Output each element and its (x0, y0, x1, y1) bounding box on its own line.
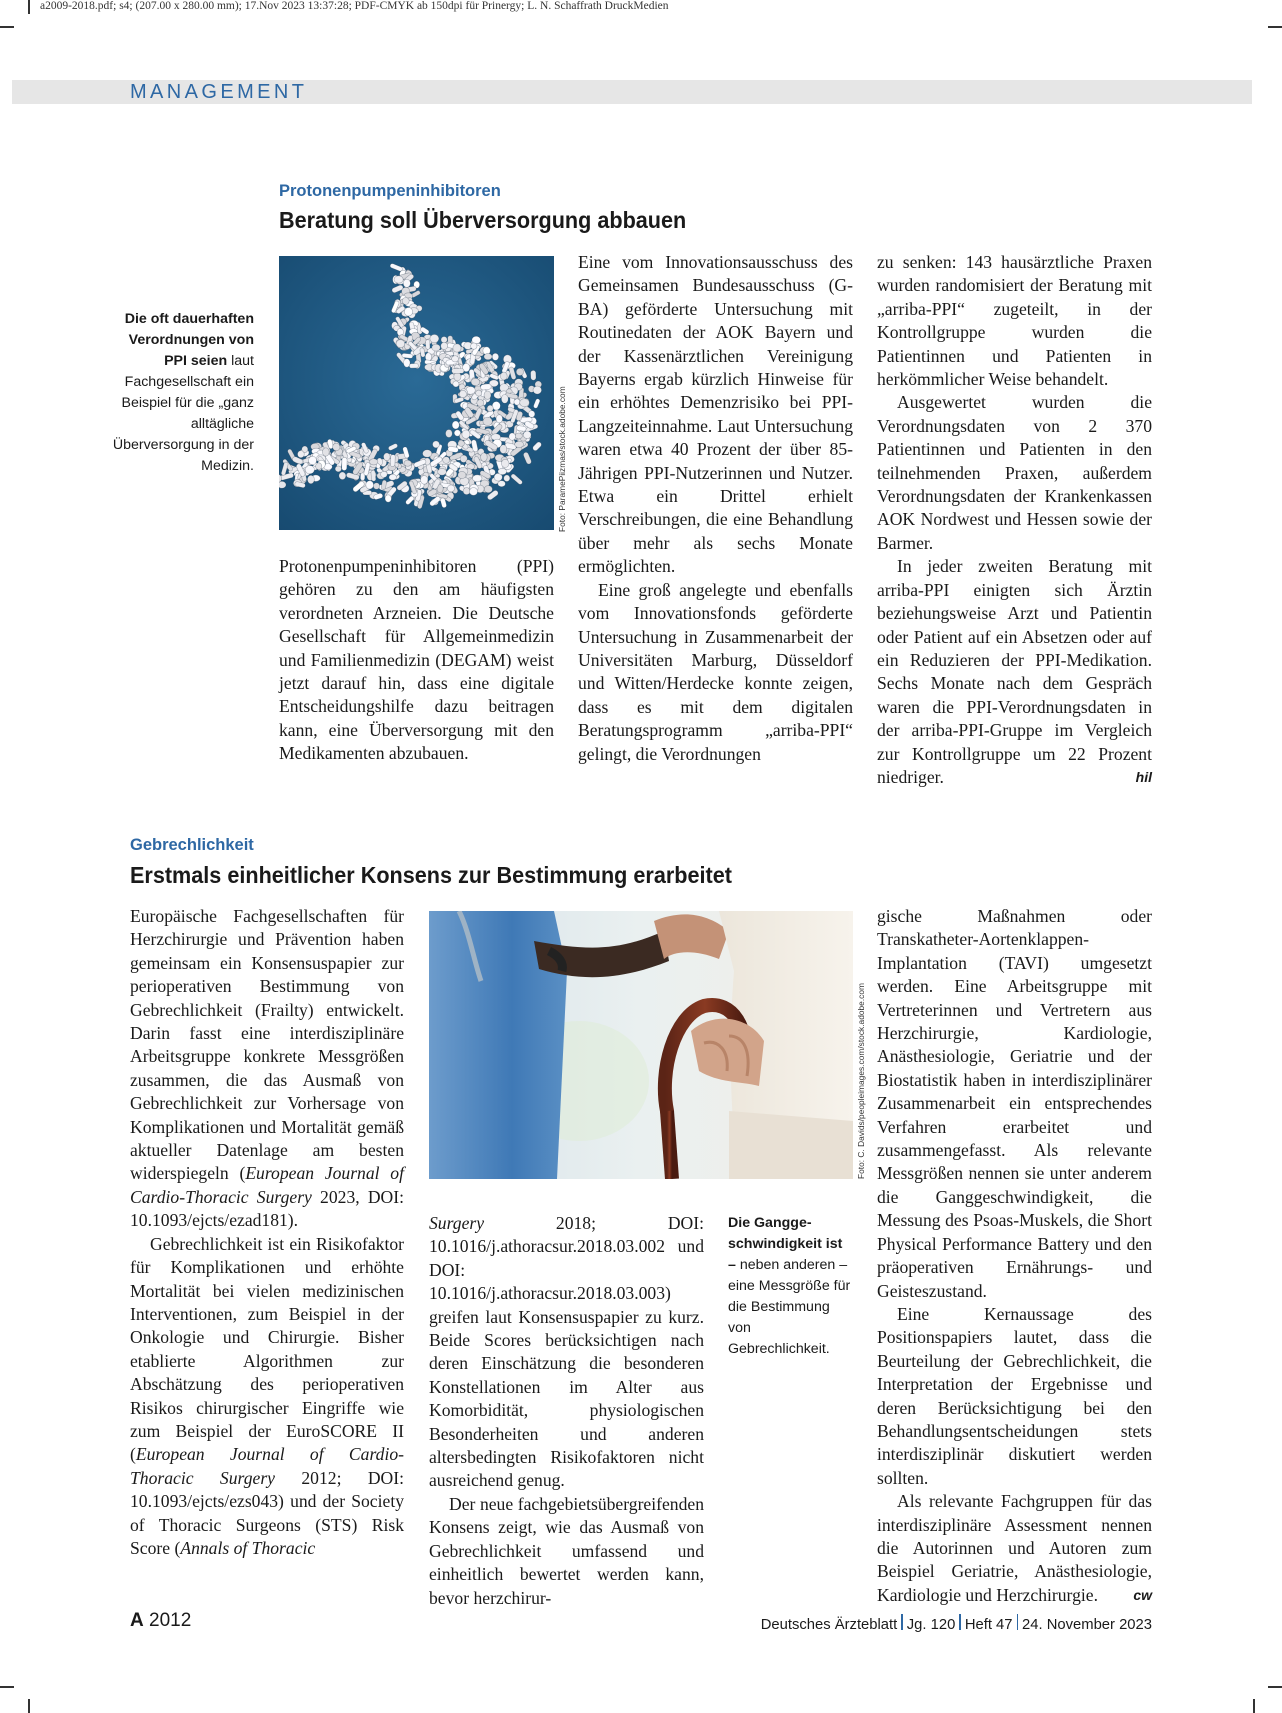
paragraph-text: Als relevante Fachgruppen für das interdisziplinäre Assessment nennen die Autorinnen und Autoren zum Beispiel Geriatrie, Anästhesiologie, Kardiologie und Herzchirurgie. (877, 1491, 1152, 1605)
page-number (130, 1610, 191, 1632)
pill-shape (426, 340, 431, 350)
pill-shape (498, 481, 506, 487)
pill-shape (404, 307, 412, 316)
pill-shape (421, 476, 428, 485)
caption-bold: Die Ganggeschwindigkeit ist – (728, 1215, 843, 1273)
crop-mark (1253, 1699, 1255, 1713)
pill-shape (496, 415, 503, 423)
pill-shape (381, 471, 388, 477)
pill-shape (366, 481, 374, 489)
print-info-line: a2009-2018.pdf; s4; (207.00 x 280.00 mm); 17.Nov 2023 13:37:28; PDF-CMYK ab 150dpi für Prinergy; L. N. Schaffrath DruckMedien (40, 0, 669, 12)
pill-shape (432, 344, 440, 351)
section-label: MANAGEMENT (130, 81, 308, 103)
article2-column-1 (130, 905, 404, 1560)
divider (1017, 1614, 1019, 1630)
paragraph (877, 555, 1152, 789)
pill-shape (501, 459, 509, 467)
pill-shape (504, 475, 510, 482)
pill-shape (433, 441, 440, 448)
pill-shape (462, 430, 470, 439)
pill-shape (409, 363, 418, 368)
pill-shape (501, 395, 508, 404)
paragraph-text: Europäische Fachgesellschaften für Herzchirurgie und Prävention haben gemeinsam ein Konsensuspapier zur perioperativen Bestimmung von Gebrechlichkeit (Frailty) entwickelt. Darin fasst eine interdisziplinäre Arbeitsgruppe konkrete Messgrößen zusammen, die das Ausmaß von Gebrechlichkeit zur Vorhersage von Komplikationen und Mortalität gemäß aktueller Datenlage am besten widerspiegeln ( (130, 906, 404, 1184)
pill-shape (529, 411, 535, 418)
pill-shape (516, 425, 526, 431)
pill-shape (342, 457, 348, 470)
pill-shape (477, 400, 484, 407)
article1-column-3 (877, 251, 1152, 789)
pill-shape (452, 369, 464, 374)
pill-shape (476, 390, 482, 396)
journal-issue: Heft 47 (964, 1617, 1013, 1633)
article2-kicker: Gebrechlichkeit (130, 836, 254, 854)
pill-shape (514, 399, 520, 405)
crop-mark (1268, 1686, 1282, 1688)
pill-shape (279, 481, 286, 488)
pill-shape (371, 470, 376, 481)
author-signature: cw (1133, 1586, 1152, 1603)
citation: European Journal of Cardio-Thoracic Surgery (130, 1163, 404, 1207)
pill-shape (438, 468, 447, 475)
pill-shape (394, 276, 403, 283)
article1-kicker: Protonenpumpeninhibitoren (279, 182, 501, 200)
pill-shape (458, 471, 466, 478)
pill-shape (520, 399, 530, 407)
crop-mark (0, 26, 14, 28)
pill-shape (484, 391, 491, 399)
paragraph: Protonenpumpeninhibitoren (PPI) gehören zu den am häufigsten verordneten Arzneien. Die Deutsche Gesellschaft für Allgemeinmedizin und Familienmedizin (DEGAM) weist jetzt darauf hin, dass eine digitale Entscheidungshilfe dazu beitragen kann, eine Überversorgung mit den Medikamenten abzubauen. (279, 556, 554, 764)
divider (959, 1614, 961, 1630)
paragraph: zu senken: 143 hausärztliche Praxen wurden randomisiert der Beratung mit „arriba-PPI“ zugeteilt, in der Kontrollgruppe wurden die Patientinnen und Patienten in herkömmlicher Weise behandelt. (877, 252, 1152, 390)
article2-image-credit: Foto: C. Davids/peopleimages.com/stock.adobe.com (856, 983, 866, 1179)
paragraph (130, 905, 404, 1233)
pill-shape (452, 421, 459, 429)
pill-shape (384, 453, 391, 461)
pill-shape (471, 378, 480, 385)
pill-shape (516, 368, 523, 375)
crop-mark (1268, 26, 1282, 28)
pill-shape (484, 353, 492, 359)
pill-shape (390, 454, 395, 466)
pill-shape (523, 431, 531, 439)
pill-shape (441, 342, 448, 349)
pill-shape (322, 448, 329, 456)
pill-shape (423, 450, 432, 458)
paragraph (877, 1490, 1152, 1607)
crop-mark (28, 0, 30, 14)
pill-shape (487, 405, 493, 412)
page-prefix: A (130, 1610, 144, 1631)
crop-mark (28, 1699, 30, 1713)
pill-shape (430, 334, 439, 342)
paragraph: Eine groß angelegte und ebenfalls vom Innovationsfonds geförderte Untersuchung in Zusammenarbeit der Universitäten Marburg, Düsseldorf und Witten/Herdecke konnte zeigen, dass es mit dem digitalen Beratungsprogramm „arriba-PPI“ gelingt, die Verordnungen (578, 579, 853, 764)
pill-shape (471, 343, 477, 349)
pill-shape (530, 370, 536, 380)
citation-tail: 2012; DOI: 10.1093/ejcts/ezs043) und der Society of Thoracic Surgeons (STS) Risk Score ( (130, 1467, 405, 1558)
pill-shape (402, 298, 409, 305)
article1-image-credit: Foto: ParamePiizmas/stock.adobe.com (557, 386, 567, 532)
journal-volume: Jg. 120 (906, 1617, 956, 1633)
paragraph: Eine Kernaussage des Positionspapiers lautet, dass die Beurteilung der Gebrechlichkeit, die Interpretation der Ergebnisse und deren Berücksichtigung bei den Behandlungsentscheidungen stets interdisziplinär diskutiert werden sollten. (877, 1303, 1152, 1488)
pill-shape (483, 417, 492, 425)
pill-shape (481, 453, 488, 462)
citation: Surgery (429, 1213, 485, 1233)
pill-shape (463, 488, 470, 495)
article2-column-2 (429, 1212, 704, 1610)
article1-headline: Beratung soll Überversorgung abbauen (279, 207, 687, 233)
pill-shape (373, 483, 379, 490)
pill-shape (316, 463, 322, 470)
divider (901, 1614, 903, 1630)
pill-shape (370, 459, 378, 465)
stomach-pills-illustration (279, 256, 554, 530)
pill-shape (484, 486, 492, 493)
paragraph-text: 2018; DOI: 10.1016/j.athoracsur.2018.03.002 und DOI: 10.1016/j.athoracsur.2018.03.003) greifen laut Konsensuspapier zu kurz. Beide Scores berücksichtigen nach deren Einschätzung die besonderen Konstellationen im Alter aus Komorbidität, physiologischen Besonderheiten und anderen altersbedingten Risikofaktoren nicht ausreichend genug. (429, 1213, 704, 1491)
walking-cane-image (429, 911, 853, 1179)
pill-shape (333, 443, 340, 451)
paragraph: Eine vom Innovationsausschuss des Gemeinsamen Bundesausschuss (G-BA) geförderte Untersuchung mit Routinedaten der AOK Bayern und der Kassenärztlichen Vereinigung Bayerns ergab kürzlich Hinweise für ein erhöhtes Demenzrisiko bei PPI-Langzeiteinnahme. Laut Untersuchung waren etwa 40 Prozent der über 85-Jährigen PPI-Nutzerinnen und Nutzer. Etwa ein Drittel erhielt Verschreibungen, die eine Behandlung über mehr als sechs Monate ermöglichten. (578, 252, 853, 577)
article1-column-2 (578, 251, 853, 766)
pill-shape (335, 466, 341, 472)
pill-shape (385, 495, 391, 502)
pill-shape (533, 386, 542, 394)
pill-shape (472, 336, 481, 344)
pill-shape (498, 468, 507, 474)
article1-column-1 (279, 555, 554, 766)
walking-cane-photo (429, 911, 853, 1179)
pill-shape (509, 433, 516, 440)
pill-shape (446, 430, 453, 438)
pill-shape (472, 475, 482, 482)
pill-shape (447, 485, 454, 492)
pill-shape (515, 441, 524, 447)
citation: Annals of Thoracic (180, 1537, 316, 1558)
paragraph-text: In jeder zweiten Beratung mit arriba-PPI einigten sich Ärztin beziehungsweise Arzt und Patientin oder Patient auf ein Absetzen oder auf ein Reduzieren der PPI-Medikation. Sechs Monate nach dem Gespräch waren die PPI-Verordnungsdaten in der arriba-PPI-Gruppe im Vergleich zur Kontrollgruppe um 22 Prozent niedriger. (877, 556, 1152, 787)
pill-shape (515, 433, 522, 439)
paragraph (429, 1212, 704, 1493)
pill-shape (339, 472, 346, 480)
pill-shape (458, 440, 465, 446)
caption-bold: Die oft dauerhaften Verordnungen von PPI seien (124, 311, 254, 369)
stomach-pills-image (279, 256, 554, 530)
pill-shape (480, 384, 491, 391)
pill-shape (305, 466, 314, 474)
pill-shape (402, 353, 413, 358)
pill-shape (389, 474, 397, 480)
page-number-value: 2012 (149, 1610, 192, 1631)
caption-text: laut Fachgesellschaft ein Beispiel für die „ganz alltägliche Überversorgung in der Medizin. (112, 353, 254, 474)
paragraph-text: Gebrechlichkeit ist ein Risikofaktor für Komplikationen und erhöhte Mortalität bei vielen medizinischen Interventionen, zum Beispiel in der Onkologie und Chirurgie. Bisher etablierte Algorithmen zur Abschätzung des perioperativen Risikos chirurgischer Eingriffe wie zum Beispiel der EuroSCORE II ( (130, 1233, 404, 1465)
paragraph: gische Maßnahmen oder Transkatheter-Aortenklappen-Implantation (TAVI) umgesetzt werden. Eine Arbeitsgruppe mit Vertreterinnen und Vertretern aus Herzchirurgie, Kardiologie, Anästhesiologie, Geriatrie und der Biostatistik haben in interdisziplinärer Zusammenarbeit ein entsprechendes Verfahren erarbeitet und zusammengefasst. Als relevante Messgrößen nennen sie unter anderem die Ganggeschwindigkeit, die Messung des Psoas-Muskels, die Short Physical Performance Battery und den präoperativen Ernährungs- und Geisteszustand. (877, 906, 1152, 1301)
pill-shape (443, 457, 450, 464)
pill-shape (307, 475, 314, 484)
journal-name: Deutsches Ärzteblatt (760, 1617, 898, 1633)
citation-tail: 2023, DOI: 10.1093/ejcts/ezad181). (130, 1186, 405, 1231)
pill-shape (469, 488, 477, 496)
pill-shape (500, 372, 507, 380)
pill-shape (453, 381, 459, 387)
article2-headline: Erstmals einheitlicher Konsens zur Bestimmung erarbeitet (130, 862, 732, 888)
pill-shape (453, 344, 461, 352)
article2-column-3 (877, 905, 1152, 1607)
journal-date: 24. November 2023 (1022, 1617, 1152, 1633)
pill-shape (492, 353, 499, 360)
paragraph (130, 1233, 404, 1561)
pill-shape (452, 356, 459, 362)
pill-shape (404, 460, 411, 466)
article2-caption (728, 1213, 854, 1360)
author-signature: hil (1135, 768, 1152, 785)
paragraph: Ausgewertet wurden die Verordnungsdaten von 2 370 Patientinnen und Patienten in den teilnehmenden Praxen, außerdem Verordnungsdaten der Krankenkassen AOK Nordwest und Hessen sowie der Barmer. (877, 392, 1152, 553)
caption-text: neben anderen – eine Messgröße für die Bestimmung von Gebrechlichkeit. (728, 1257, 851, 1357)
pill-shape (309, 456, 317, 465)
pill-shape (396, 340, 405, 348)
pill-shape (459, 390, 466, 397)
paragraph: Der neue fachgebietsübergreifenden Konsens zeigt, wie das Ausmaß von Gebrechlichkeit umfassend und einheitlich bewertet werden kann, bevor herzchirur- (429, 1493, 704, 1608)
article1-caption (110, 309, 254, 477)
journal-footer (761, 1614, 1152, 1633)
pill-shape (403, 279, 410, 287)
crop-mark (0, 1686, 14, 1688)
citation: European Journal of Cardio-Thoracic Surgery (130, 1444, 404, 1488)
pill-shape (298, 451, 305, 458)
